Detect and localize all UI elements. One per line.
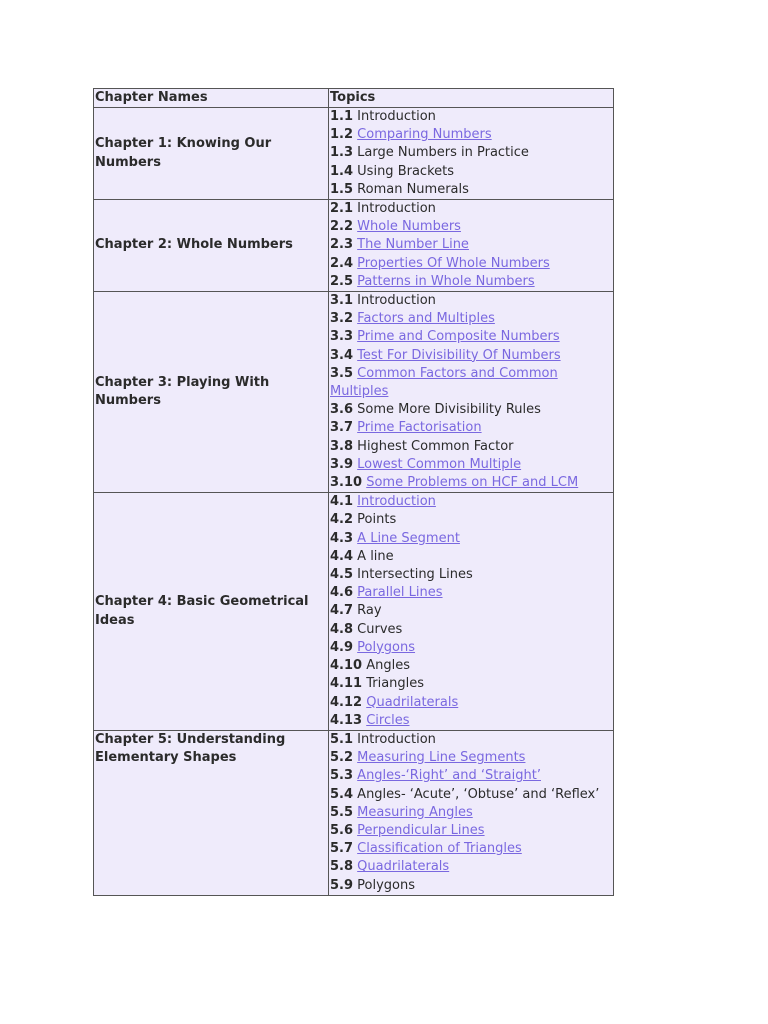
topic-item bbox=[330, 548, 613, 566]
topic-item bbox=[330, 584, 613, 602]
topic-item bbox=[330, 767, 613, 785]
topic-number: 4.8 bbox=[330, 621, 354, 637]
topic-title: Ray bbox=[357, 603, 382, 619]
topic-number: 2.2 bbox=[330, 219, 354, 235]
topic-item bbox=[330, 621, 613, 639]
topic-number: 2.3 bbox=[330, 237, 354, 253]
topic-number: 3.9 bbox=[330, 456, 354, 472]
topic-number: 1.1 bbox=[330, 109, 354, 124]
topic-item bbox=[330, 419, 613, 437]
topic-item bbox=[330, 731, 613, 749]
topic-link[interactable]: Classification of Triangles bbox=[357, 841, 522, 857]
topic-number: 1.2 bbox=[330, 127, 354, 143]
topic-title: Triangles bbox=[366, 676, 425, 692]
topic-link[interactable]: Measuring Angles bbox=[357, 804, 473, 820]
topic-item bbox=[330, 804, 613, 822]
topic-item bbox=[330, 456, 613, 474]
topic-number: 5.3 bbox=[330, 768, 354, 784]
topic-number: 3.1 bbox=[330, 293, 354, 309]
topic-link[interactable]: Factors and Multiples bbox=[357, 311, 495, 327]
topic-title: Using Brackets bbox=[357, 163, 455, 179]
topic-number: 4.13 bbox=[330, 712, 363, 728]
topic-title: Roman Numerals bbox=[357, 181, 469, 197]
topic-link[interactable]: Lowest Common Multiple bbox=[357, 456, 522, 472]
header-topics: Topics bbox=[329, 89, 614, 108]
topic-item bbox=[330, 200, 613, 218]
topic-link[interactable]: Whole Numbers bbox=[357, 219, 461, 235]
topic-item bbox=[330, 236, 613, 254]
topic-item bbox=[330, 401, 613, 419]
topic-title: A line bbox=[357, 548, 394, 564]
topic-number: 3.5 bbox=[330, 365, 354, 381]
topic-item bbox=[330, 218, 613, 236]
topic-item bbox=[330, 602, 613, 620]
topic-number: 1.4 bbox=[330, 163, 354, 179]
topic-number: 3.8 bbox=[330, 438, 354, 454]
topic-item bbox=[330, 712, 613, 730]
topic-number: 4.9 bbox=[330, 639, 354, 655]
chapter-topics bbox=[329, 108, 614, 200]
topic-title: Intersecting Lines bbox=[357, 567, 473, 583]
topic-title: Angles bbox=[366, 658, 410, 674]
topic-item bbox=[330, 310, 613, 328]
topic-number: 1.3 bbox=[330, 145, 354, 161]
topic-item bbox=[330, 181, 613, 199]
topic-item bbox=[330, 877, 613, 895]
topic-link[interactable]: Patterns in Whole Numbers bbox=[357, 273, 535, 289]
topic-item bbox=[330, 163, 613, 181]
topic-link[interactable]: Prime Factorisation bbox=[357, 420, 482, 436]
topic-link[interactable]: Quadrilaterals bbox=[357, 859, 450, 875]
header-chapter-names: Chapter Names bbox=[94, 89, 329, 108]
table-row bbox=[94, 493, 614, 731]
topic-title: Introduction bbox=[357, 201, 436, 217]
topic-link[interactable]: Quadrilaterals bbox=[366, 694, 459, 710]
topic-link[interactable]: Introduction bbox=[357, 494, 436, 510]
topic-link[interactable]: Circles bbox=[366, 712, 410, 728]
topic-number: 5.4 bbox=[330, 786, 354, 802]
topic-item bbox=[330, 749, 613, 767]
chapter-name: Chapter 5: Understanding Elementary Shapes bbox=[94, 730, 329, 895]
topic-title: Angles- ‘Acute’, ‘Obtuse’ and ‘Reflex’ bbox=[357, 786, 600, 802]
topic-title: Curves bbox=[357, 621, 403, 637]
topic-item bbox=[330, 493, 613, 511]
topic-title: Introduction bbox=[357, 731, 436, 747]
topic-title: Introduction bbox=[357, 293, 436, 309]
topic-item bbox=[330, 675, 613, 693]
topic-number: 4.6 bbox=[330, 585, 354, 601]
topic-item bbox=[330, 474, 613, 492]
topic-item bbox=[330, 108, 613, 126]
topic-number: 4.4 bbox=[330, 548, 354, 564]
table-row bbox=[94, 730, 614, 895]
topic-item bbox=[330, 328, 613, 346]
topic-number: 4.10 bbox=[330, 658, 363, 674]
topic-link[interactable]: The Number Line bbox=[357, 237, 469, 253]
topic-number: 5.1 bbox=[330, 731, 354, 747]
topic-item bbox=[330, 566, 613, 584]
topic-number: 5.8 bbox=[330, 859, 354, 875]
topic-link[interactable]: Measuring Line Segments bbox=[357, 750, 526, 766]
topic-item bbox=[330, 126, 613, 144]
topic-item bbox=[330, 144, 613, 162]
topic-number: 3.7 bbox=[330, 420, 354, 436]
topic-item bbox=[330, 858, 613, 876]
topic-item bbox=[330, 347, 613, 365]
topic-item bbox=[330, 657, 613, 675]
table-row bbox=[94, 200, 614, 292]
topic-number: 2.1 bbox=[330, 201, 354, 217]
topic-item bbox=[330, 530, 613, 548]
topic-link[interactable]: Some Problems on HCF and LCM bbox=[366, 475, 579, 491]
topic-item bbox=[330, 273, 613, 291]
topic-number: 4.3 bbox=[330, 530, 354, 546]
topic-item bbox=[330, 840, 613, 858]
topic-number: 4.7 bbox=[330, 603, 354, 619]
topic-item bbox=[330, 822, 613, 840]
topic-title: Points bbox=[357, 512, 397, 528]
topic-number: 5.6 bbox=[330, 822, 354, 838]
topic-link[interactable]: Parallel Lines bbox=[357, 585, 443, 601]
topic-number: 5.2 bbox=[330, 750, 354, 766]
topic-number: 3.10 bbox=[330, 475, 363, 491]
topic-number: 4.5 bbox=[330, 567, 354, 583]
chapter-name: Chapter 2: Whole Numbers bbox=[94, 200, 329, 292]
topic-title: Highest Common Factor bbox=[357, 438, 514, 454]
topic-title: Some More Divisibility Rules bbox=[357, 402, 541, 418]
topic-title: Introduction bbox=[357, 109, 436, 124]
topic-link[interactable]: Test For Divisibility Of Numbers bbox=[357, 347, 561, 363]
topic-link[interactable]: A Line Segment bbox=[357, 530, 460, 546]
topic-link[interactable]: Common Factors and Common Multiples bbox=[330, 365, 558, 400]
topic-item bbox=[330, 786, 613, 804]
topic-number: 5.5 bbox=[330, 804, 354, 820]
topic-number: 4.11 bbox=[330, 676, 363, 692]
topic-number: 5.7 bbox=[330, 841, 354, 857]
topic-title: Polygons bbox=[357, 877, 416, 893]
table-header-row bbox=[94, 89, 614, 108]
topic-number: 3.2 bbox=[330, 311, 354, 327]
chapter-topics-table bbox=[93, 88, 614, 896]
topic-number: 4.2 bbox=[330, 512, 354, 528]
chapter-topics bbox=[329, 200, 614, 292]
topic-link[interactable]: Perpendicular Lines bbox=[357, 822, 485, 838]
topic-link[interactable]: Comparing Numbers bbox=[357, 127, 492, 143]
topic-title: Large Numbers in Practice bbox=[357, 145, 529, 161]
chapter-name: Chapter 3: Playing With Numbers bbox=[94, 292, 329, 493]
topic-number: 2.4 bbox=[330, 255, 354, 271]
chapter-name: Chapter 1: Knowing Our Numbers bbox=[94, 108, 329, 200]
table-row bbox=[94, 108, 614, 200]
topic-number: 4.1 bbox=[330, 494, 354, 510]
topic-item bbox=[330, 694, 613, 712]
topic-item bbox=[330, 511, 613, 529]
topic-number: 3.4 bbox=[330, 347, 354, 363]
topic-item bbox=[330, 438, 613, 456]
topic-link[interactable]: Properties Of Whole Numbers bbox=[357, 255, 550, 271]
chapter-topics bbox=[329, 292, 614, 493]
table-row bbox=[94, 292, 614, 493]
topic-number: 5.9 bbox=[330, 877, 354, 893]
topic-number: 3.6 bbox=[330, 402, 354, 418]
topic-number: 2.5 bbox=[330, 273, 354, 289]
topic-link[interactable]: Polygons bbox=[357, 639, 416, 655]
chapter-topics bbox=[329, 493, 614, 731]
table-body bbox=[94, 108, 614, 896]
chapter-name: Chapter 4: Basic Geometrical Ideas bbox=[94, 493, 329, 731]
topic-number: 4.12 bbox=[330, 694, 363, 710]
topic-item bbox=[330, 292, 613, 310]
topic-item bbox=[330, 639, 613, 657]
topic-item bbox=[330, 365, 613, 401]
chapter-topics bbox=[329, 730, 614, 895]
topic-number: 3.3 bbox=[330, 329, 354, 345]
topic-link[interactable]: Prime and Composite Numbers bbox=[357, 329, 560, 345]
topic-number: 1.5 bbox=[330, 181, 354, 197]
topic-link[interactable]: Angles-‘Right’ and ‘Straight’ bbox=[357, 768, 541, 784]
topic-item bbox=[330, 255, 613, 273]
